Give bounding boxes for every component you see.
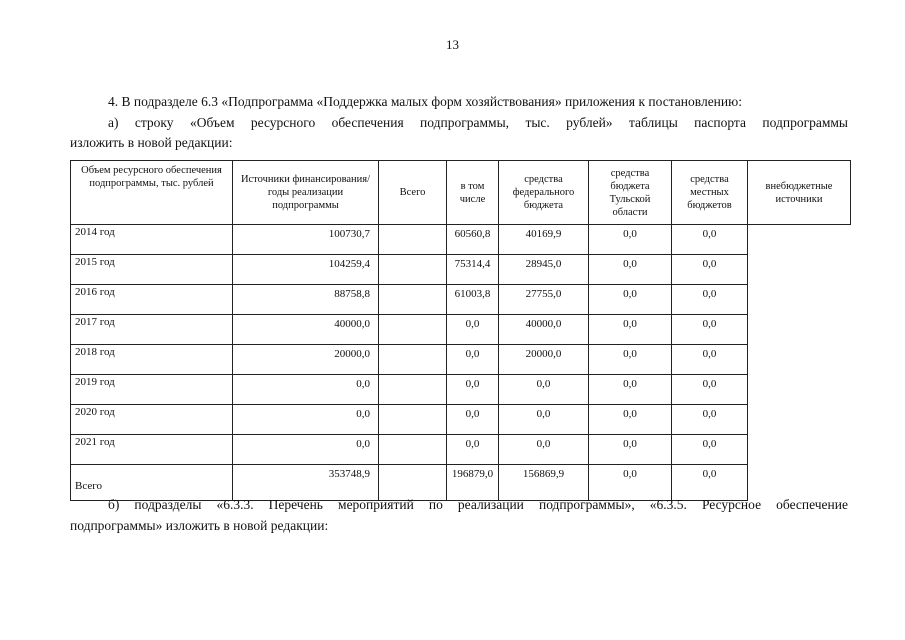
header-regional: средства бюджета Тульской области: [589, 161, 672, 225]
including-cell: [379, 435, 447, 465]
page-number: 13: [446, 37, 459, 52]
local-cell: 0,0: [589, 285, 672, 315]
extrabudget-cell: 0,0: [672, 255, 748, 285]
federal-cell: 75314,4: [447, 255, 499, 285]
total-cell: 0,0: [233, 435, 379, 465]
header-sources: Источники финансирования/ годы реализации подпрограммы: [233, 161, 379, 225]
regional-cell: 20000,0: [499, 345, 589, 375]
local-cell: 0,0: [589, 255, 672, 285]
year-cell: 2015 год: [71, 255, 233, 285]
federal-cell: 60560,8: [447, 225, 499, 255]
local-cell: 0,0: [589, 435, 672, 465]
total-cell: 40000,0: [233, 315, 379, 345]
total-cell: 20000,0: [233, 345, 379, 375]
extrabudget-cell: 0,0: [672, 435, 748, 465]
federal-cell: 0,0: [447, 345, 499, 375]
including-cell: [379, 285, 447, 315]
extrabudget-cell: 0,0: [672, 285, 748, 315]
table-header-row: [71, 161, 851, 225]
table-row: [71, 435, 851, 465]
local-cell: 0,0: [589, 345, 672, 375]
year-cell: 2020 год: [71, 405, 233, 435]
regional-cell: 0,0: [499, 375, 589, 405]
federal-cell: 0,0: [447, 405, 499, 435]
total-cell: 104259,4: [233, 255, 379, 285]
extrabudget-cell: 0,0: [672, 225, 748, 255]
header-total: Всего: [379, 161, 447, 225]
year-cell: 2019 год: [71, 375, 233, 405]
resource-volume-label: Объем ресурсного обеспечения подпрограммы, тыс. рублей: [71, 161, 233, 225]
including-cell: [379, 345, 447, 375]
regional-cell: 0,0: [499, 405, 589, 435]
local-cell: 0,0: [589, 225, 672, 255]
federal-cell: 61003,8: [447, 285, 499, 315]
total-cell: 353748,9: [233, 465, 379, 501]
including-cell: [379, 375, 447, 405]
total-cell: 0,0: [233, 405, 379, 435]
year-cell: 2017 год: [71, 315, 233, 345]
local-cell: 0,0: [589, 465, 672, 501]
passport-table: [70, 160, 851, 501]
year-cell: 2021 год: [71, 435, 233, 465]
regional-cell: 27755,0: [499, 285, 589, 315]
regional-cell: 156869,9: [499, 465, 589, 501]
table-row: [71, 315, 851, 345]
paragraph-item-a-continuation: изложить в новой редакции:: [70, 135, 233, 150]
regional-cell: 40169,9: [499, 225, 589, 255]
paragraph-item-4: 4. В подразделе 6.3 «Подпрограмма «Поддержка малых форм хозяйствования» приложения к постановлению:: [108, 94, 742, 109]
local-cell: 0,0: [589, 375, 672, 405]
year-cell: 2016 год: [71, 285, 233, 315]
table-row: [71, 225, 851, 255]
year-cell: 2014 год: [71, 225, 233, 255]
extrabudget-cell: 0,0: [672, 345, 748, 375]
federal-cell: 0,0: [447, 315, 499, 345]
total-cell: 100730,7: [233, 225, 379, 255]
extrabudget-cell: 0,0: [672, 315, 748, 345]
federal-cell: 0,0: [447, 435, 499, 465]
year-cell: 2018 год: [71, 345, 233, 375]
including-cell: [379, 255, 447, 285]
extrabudget-cell: 0,0: [672, 405, 748, 435]
total-cell: 88758,8: [233, 285, 379, 315]
extrabudget-cell: 0,0: [672, 465, 748, 501]
federal-cell: 0,0: [447, 375, 499, 405]
table-row: [71, 345, 851, 375]
regional-cell: 0,0: [499, 435, 589, 465]
paragraph-item-b: б) подразделы «6.3.3. Перечень мероприятий по реализации подпрограммы», «6.3.5. Ресурсное обеспечение: [108, 497, 848, 512]
including-cell: [379, 315, 447, 345]
year-cell: Всего: [71, 465, 233, 501]
including-cell: [379, 405, 447, 435]
header-local: средства местных бюджетов: [672, 161, 748, 225]
total-cell: 0,0: [233, 375, 379, 405]
header-including: в том числе: [447, 161, 499, 225]
federal-cell: 196879,0: [447, 465, 499, 501]
including-cell: [379, 225, 447, 255]
regional-cell: 28945,0: [499, 255, 589, 285]
paragraph-item-b-continuation: подпрограммы» изложить в новой редакции:: [70, 518, 329, 533]
extrabudget-cell: 0,0: [672, 375, 748, 405]
table-row: [71, 405, 851, 435]
local-cell: 0,0: [589, 405, 672, 435]
table-row: [71, 285, 851, 315]
header-extrabudget: внебюджетные источники: [748, 161, 851, 225]
table-row: [71, 375, 851, 405]
table-row: [71, 255, 851, 285]
regional-cell: 40000,0: [499, 315, 589, 345]
paragraph-item-a: а) строку «Объем ресурсного обеспечения подпрограммы, тыс. рублей» таблицы паспорта подпрограммы: [108, 115, 848, 130]
local-cell: 0,0: [589, 315, 672, 345]
header-federal: средства федерального бюджета: [499, 161, 589, 225]
